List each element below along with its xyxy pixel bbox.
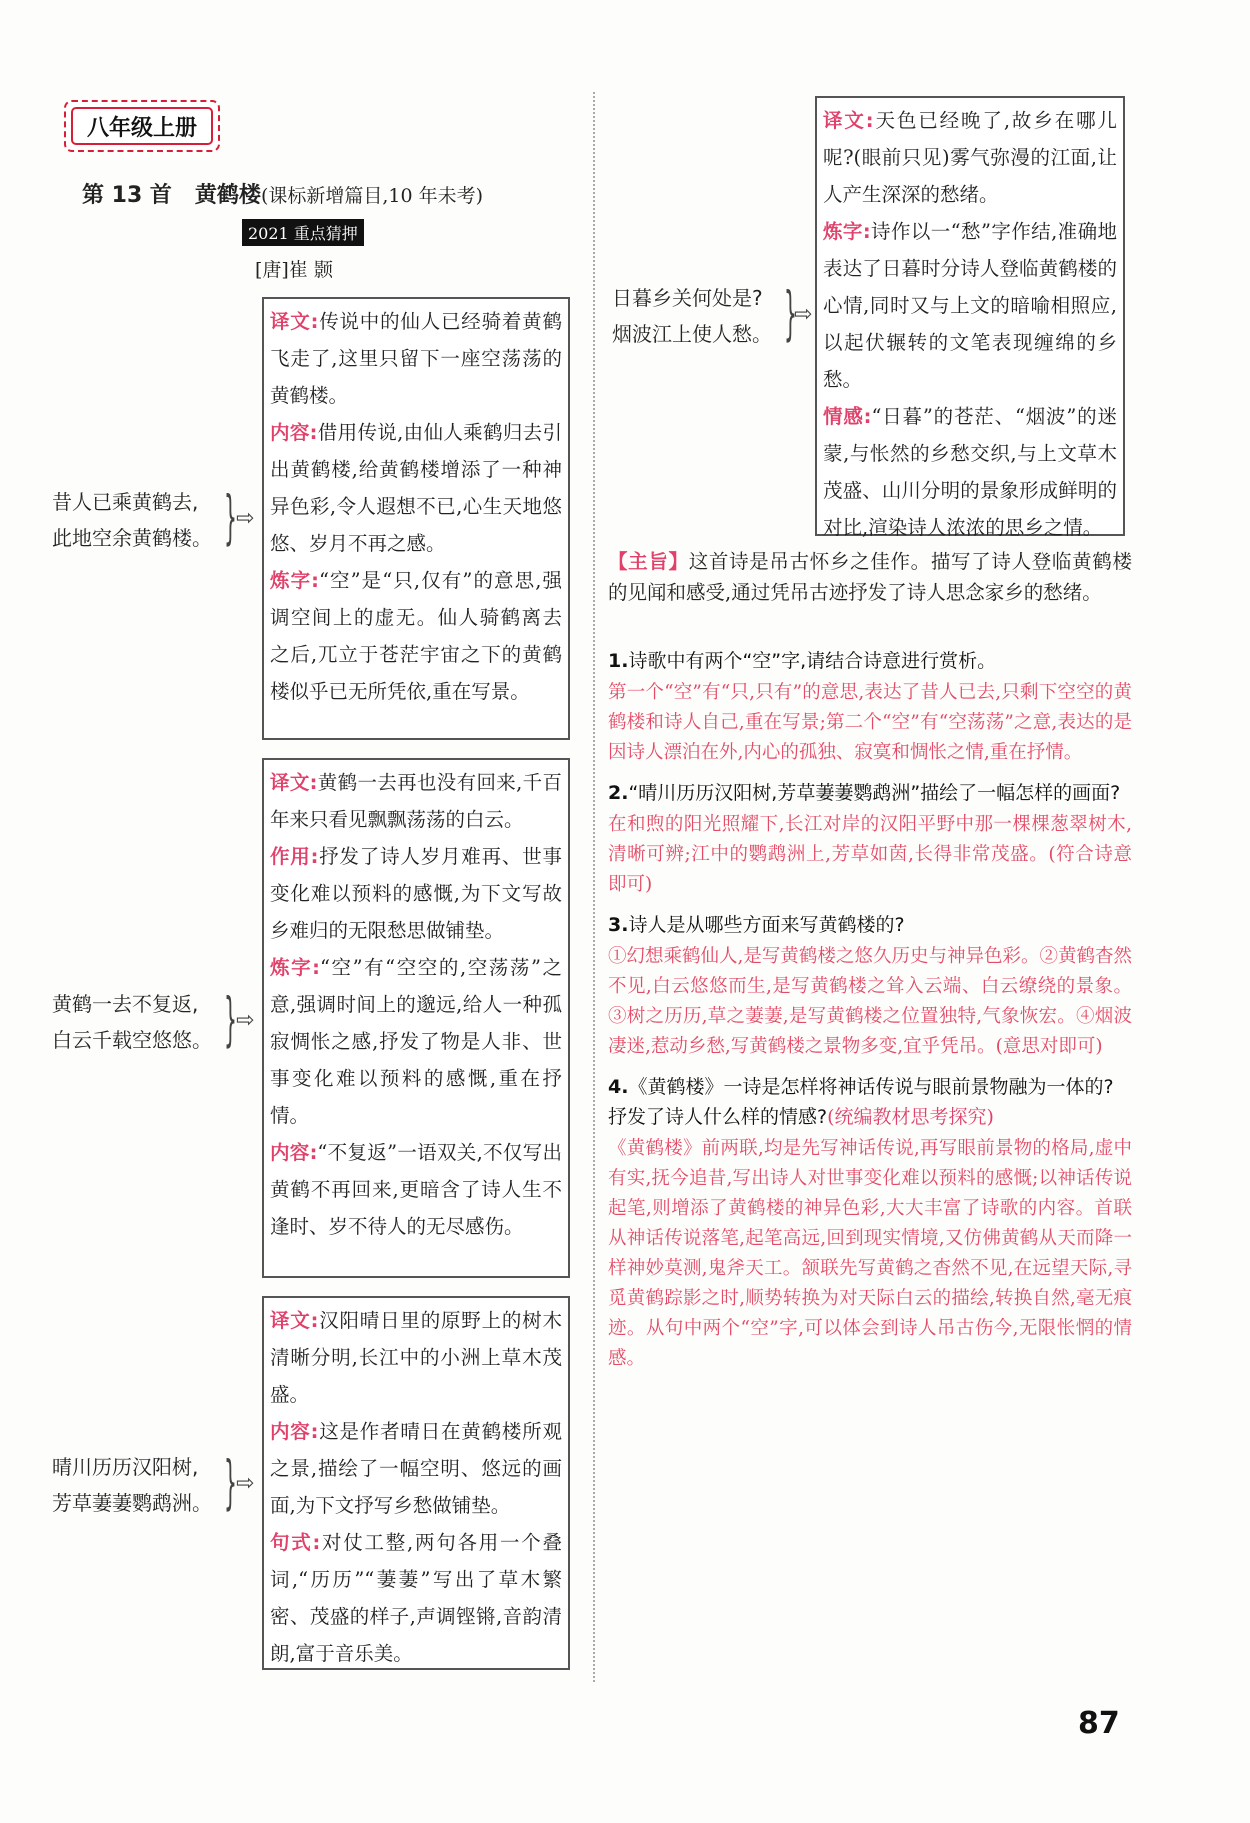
note-text: “不复返”一语双关,不仅写出黄鹤不再回来,更暗含了诗人生不逢时、岁不待人的无尽感伤。 bbox=[270, 1141, 562, 1238]
verse-line: 黄鹤一去不复返, bbox=[52, 992, 199, 1016]
column-divider bbox=[593, 92, 595, 1682]
note-label: 译文: bbox=[270, 1309, 319, 1332]
question-prompt: 诗人是从哪些方面来写黄鹤楼的? bbox=[628, 914, 905, 936]
verse-line: 白云千载空悠悠。 bbox=[52, 1028, 212, 1052]
question-text bbox=[608, 646, 1132, 676]
note-label: 情感: bbox=[823, 405, 872, 428]
answer-text: 《黄鹤楼》前两联,均是先写神话传说,再写眼前景物的格局,虚中有实,抚今追昔,写出诗人对世事变化难以预料的感慨;以神话传说起笔,则增添了黄鹤楼的神异色彩,大大丰富了诗歌的内容。首联从神话传说落笔,起笔高远,回到现实情境,又仿佛黄鹤从天而降一样神妙莫测,鬼斧天工。颔联先写黄鹤之杳然不见,在远望天际,寻觅黄鹤踪影之时,顺势转换为对天际白云的描绘,转换自然,毫无痕迹。从句中两个“空”字,可以体会到诗人吊古伤今,无限怅惘的情感。 bbox=[608, 1138, 1132, 1369]
question-text bbox=[608, 1072, 1132, 1132]
note-label: 译文: bbox=[270, 310, 319, 333]
verse-line: 晴川历历汉阳树, bbox=[52, 1455, 199, 1479]
question-item bbox=[608, 646, 1132, 768]
note-paragraph bbox=[823, 398, 1117, 546]
verse-line: 日暮乡关何处是? bbox=[612, 286, 763, 310]
theme-label: 【主旨】 bbox=[608, 550, 689, 573]
answer-text: 第一个“空”有“只,只有”的意思,表达了昔人已去,只剩下空空的黄鹤楼和诗人自己,重在写景;第二个“空”有“空荡荡”之意,表达的是因诗人漂泊在外,内心的孤独、寂寞和惆怅之情,重在抒情。 bbox=[608, 682, 1132, 763]
question-list bbox=[608, 646, 1132, 1384]
note-text: “空”有“空空的,空荡荡”之意,强调时间上的邈远,给人一种孤寂惆怅之感,抒发了物是人非、世事变化难以预料的感慨,重在抒情。 bbox=[270, 956, 562, 1127]
note-text: “日暮”的苍茫、“烟波”的迷蒙,与怅然的乡愁交织,与上文草木茂盛、山川分明的景象形成鲜明的对比,渲染诗人浓浓的思乡之情。 bbox=[823, 405, 1117, 539]
couplet-3-notes bbox=[262, 1296, 570, 1670]
note-paragraph bbox=[270, 1413, 562, 1524]
question-text bbox=[608, 778, 1132, 808]
brace-icon: } bbox=[784, 279, 797, 347]
poem-note: (课标新增篇目,10 年未考) bbox=[260, 185, 484, 207]
note-paragraph bbox=[270, 1302, 562, 1413]
note-label: 译文: bbox=[823, 109, 874, 132]
note-paragraph bbox=[270, 949, 562, 1134]
verse-line: 烟波江上使人愁。 bbox=[612, 322, 772, 346]
brace-icon: } bbox=[224, 1448, 237, 1516]
question-prompt: “晴川历历汉阳树,芳草萋萋鹦鹉洲”描绘了一幅怎样的画面? bbox=[628, 782, 1121, 804]
note-label: 作用: bbox=[270, 845, 319, 868]
poem-number: 第 13 首 bbox=[82, 183, 172, 208]
poem-heading bbox=[82, 178, 483, 209]
question-note: (统编教材思考探究) bbox=[827, 1106, 994, 1128]
grade-badge bbox=[64, 100, 220, 152]
couplet-4-notes bbox=[815, 96, 1125, 539]
couplet-2-verse bbox=[52, 986, 212, 1058]
verse-line: 芳草萋萋鹦鹉洲。 bbox=[52, 1491, 212, 1515]
note-paragraph bbox=[270, 303, 562, 414]
note-paragraph bbox=[270, 414, 562, 562]
note-label: 炼字: bbox=[270, 956, 320, 979]
couplet-1-verse bbox=[52, 484, 212, 556]
note-text: 抒发了诗人岁月难再、世事变化难以预料的感慨,为下文写故乡难归的无限愁思做铺垫。 bbox=[270, 845, 562, 942]
theme-text: 这首诗是吊古怀乡之佳作。描写了诗人登临黄鹤楼的见闻和感受,通过凭吊古迹抒发了诗人思念家乡的愁绪。 bbox=[608, 550, 1132, 604]
brace-icon: } bbox=[224, 483, 237, 551]
note-paragraph bbox=[270, 764, 562, 838]
question-number: 3. bbox=[608, 914, 629, 936]
couplet-4-verse bbox=[612, 280, 772, 352]
couplet-3-verse bbox=[52, 1449, 212, 1521]
question-number: 4. bbox=[608, 1076, 629, 1098]
note-text: 黄鹤一去再也没有回来,千百年来只看见飘飘荡荡的白云。 bbox=[270, 771, 562, 831]
note-label: 译文: bbox=[270, 771, 318, 794]
question-item bbox=[608, 910, 1132, 1062]
note-paragraph bbox=[270, 838, 562, 949]
note-paragraph bbox=[270, 562, 562, 710]
question-prompt: 《黄鹤楼》一诗是怎样将神话传说与眼前景物融为一体的?抒发了诗人什么样的情感? bbox=[608, 1076, 1114, 1128]
question-item bbox=[608, 1072, 1132, 1374]
note-paragraph bbox=[823, 102, 1117, 213]
note-text: 传说中的仙人已经骑着黄鹤飞走了,这里只留下一座空荡荡的黄鹤楼。 bbox=[270, 310, 562, 407]
hollow-arrow-icon: ⇨ bbox=[236, 1008, 255, 1033]
poem-title: 黄鹤楼 bbox=[194, 183, 261, 208]
note-text: 汉阳晴日里的原野上的树木清晰分明,长江中的小洲上草木茂盛。 bbox=[270, 1309, 562, 1406]
question-prompt: 诗歌中有两个“空”字,请结合诗意进行赏析。 bbox=[628, 650, 997, 672]
grade-label: 八年级上册 bbox=[71, 107, 213, 145]
question-text bbox=[608, 910, 1132, 940]
note-label: 内容: bbox=[270, 1420, 319, 1443]
note-paragraph bbox=[270, 1524, 562, 1672]
note-text: 对仗工整,两句各用一个叠词,“历历”“萋萋”写出了草木繁密、茂盛的样子,声调铿锵,音韵清朗,富于音乐美。 bbox=[270, 1531, 562, 1665]
theme-paragraph bbox=[608, 546, 1132, 608]
note-label: 句式: bbox=[270, 1531, 321, 1554]
page-number: 87 bbox=[1078, 1706, 1120, 1741]
answer-text: 在和煦的阳光照耀下,长江对岸的汉阳平野中那一棵棵葱翠树木,清晰可辨;江中的鹦鹉洲上,芳草如茵,长得非常茂盛。(符合诗意即可) bbox=[608, 814, 1132, 895]
question-number: 2. bbox=[608, 782, 629, 804]
note-text: 借用传说,由仙人乘鹤归去引出黄鹤楼,给黄鹤楼增添了一种神异色彩,令人遐想不已,心生天地悠悠、岁月不再之感。 bbox=[270, 421, 562, 555]
question-number: 1. bbox=[608, 650, 629, 672]
hollow-arrow-icon: ⇨ bbox=[794, 302, 813, 327]
couplet-1-notes bbox=[262, 297, 570, 740]
couplet-2-notes bbox=[262, 758, 570, 1278]
note-text: “空”是“只,仅有”的意思,强调空间上的虚无。仙人骑鹤离去之后,兀立于苍茫宇宙之下的黄鹤楼似乎已无所凭依,重在写景。 bbox=[270, 569, 562, 703]
note-paragraph bbox=[270, 1134, 562, 1245]
verse-line: 此地空余黄鹤楼。 bbox=[52, 526, 212, 550]
hollow-arrow-icon: ⇨ bbox=[236, 506, 255, 531]
note-text: 诗作以一“愁”字作结,准确地表达了日暮时分诗人登临黄鹤楼的心情,同时又与上文的暗喻相照应,以起伏辗转的文笔表现缠绵的乡愁。 bbox=[823, 220, 1117, 391]
note-label: 炼字: bbox=[823, 220, 871, 243]
note-label: 内容: bbox=[270, 421, 318, 444]
poem-author: [唐]崔 颢 bbox=[255, 259, 333, 281]
question-item bbox=[608, 778, 1132, 900]
prediction-tag: 2021 重点猜押 bbox=[242, 219, 364, 246]
note-text: 天色已经晚了,故乡在哪儿呢?(眼前只见)雾气弥漫的江面,让人产生深深的愁绪。 bbox=[823, 109, 1117, 206]
note-text: 这是作者晴日在黄鹤楼所观之景,描绘了一幅空明、悠远的画面,为下文抒写乡愁做铺垫。 bbox=[270, 1420, 562, 1517]
note-paragraph bbox=[823, 213, 1117, 398]
verse-line: 昔人已乘黄鹤去, bbox=[52, 490, 199, 514]
note-label: 内容: bbox=[270, 1141, 318, 1164]
hollow-arrow-icon: ⇨ bbox=[236, 1471, 255, 1496]
answer-text: ①幻想乘鹤仙人,是写黄鹤楼之悠久历史与神异色彩。②黄鹤杳然不见,白云悠悠而生,是写黄鹤楼之耸入云端、白云缭绕的景象。③树之历历,草之萋萋,是写黄鹤楼之位置独特,气象恢宏。④烟波凄迷,惹动乡愁,写黄鹤楼之景物多变,宜乎凭吊。(意思对即可) bbox=[608, 946, 1132, 1057]
brace-icon: } bbox=[224, 985, 237, 1053]
note-label: 炼字: bbox=[270, 569, 319, 592]
